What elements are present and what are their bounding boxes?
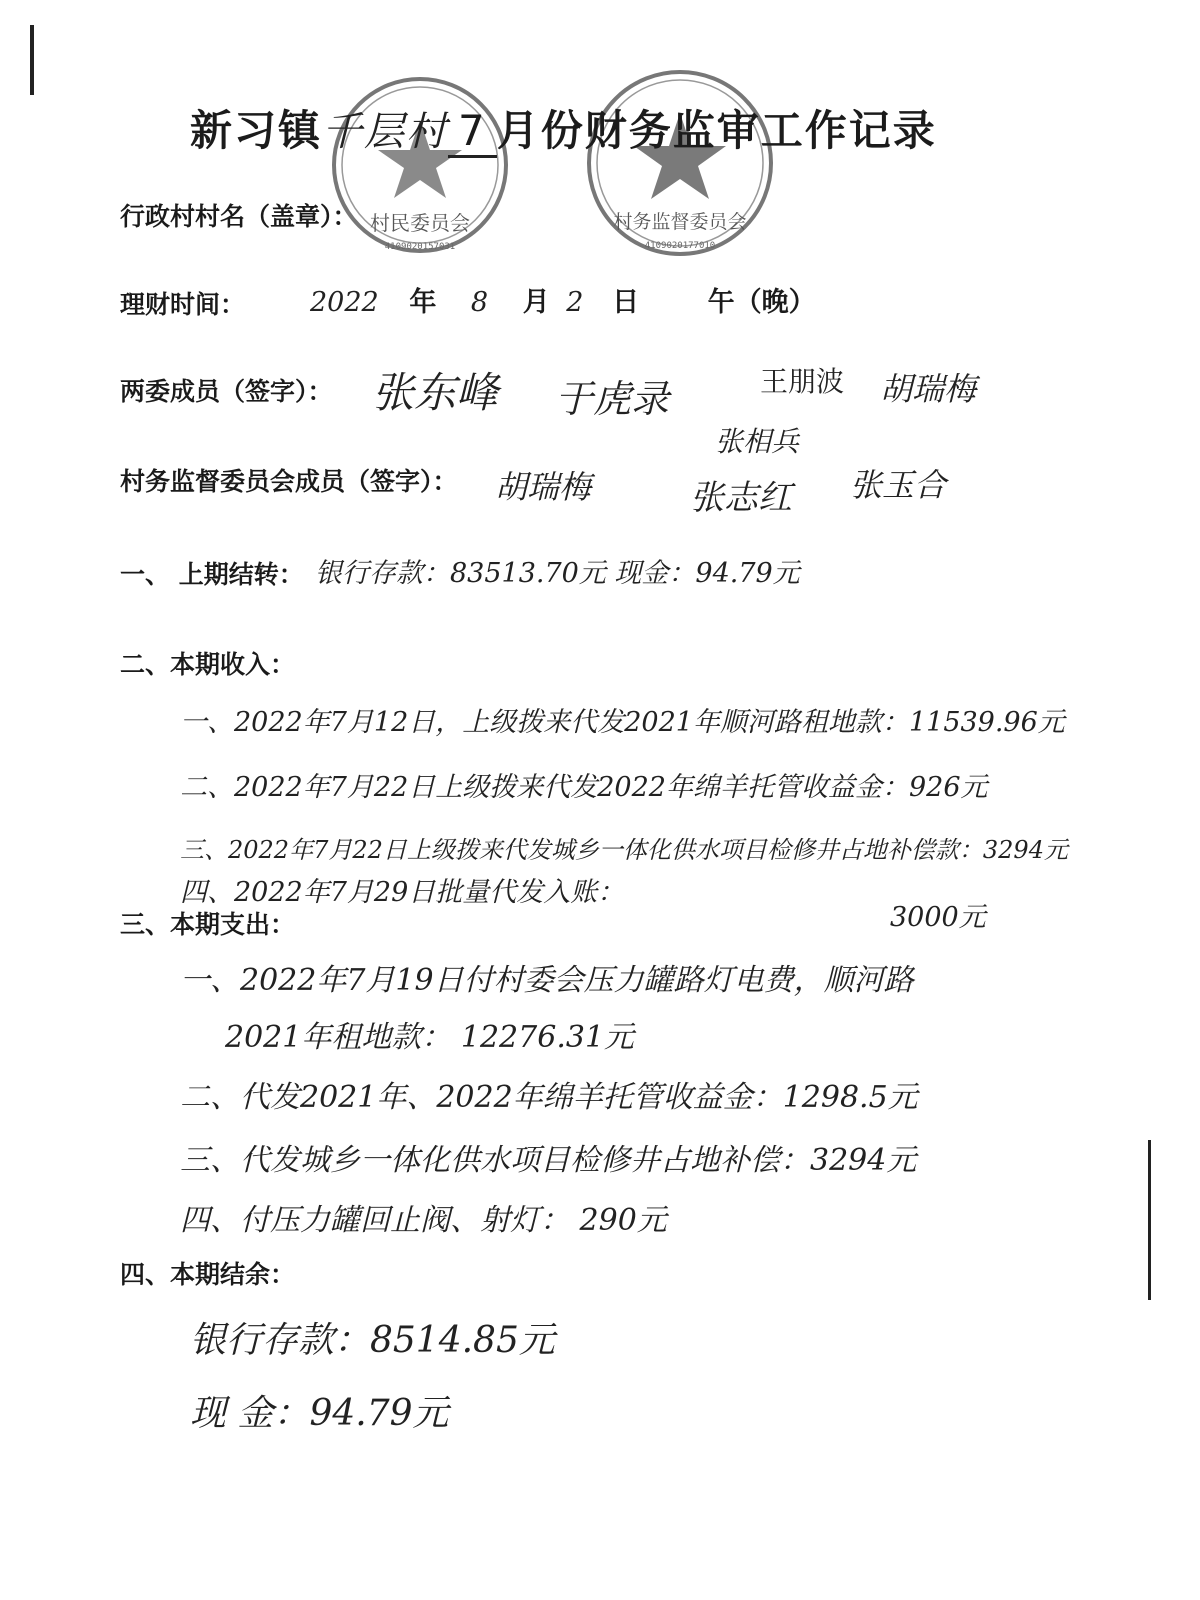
title-village-handwritten: 千层村 <box>322 109 449 155</box>
committee-label: 两委成员（签字）： <box>120 377 333 406</box>
income-item: 一、2022年7月12日，上级拨来代发2021年顺河路租地款：11539.96元 <box>180 707 1065 738</box>
committee-signature: 张相兵 <box>715 425 800 458</box>
expense-item: 二、代发2021年、2022年绵羊托管收益金：1298.5元 <box>180 1080 918 1115</box>
page-title <box>190 98 937 158</box>
supervision-signature: 张玉合 <box>850 466 947 504</box>
expense-item-continued: 2021年租地款： 12276.31元 <box>225 1020 635 1055</box>
section1-label: 一、 上期结转： <box>120 560 304 589</box>
expense-item: 三、代发城乡一体化供水项目检修井占地补偿：3294元 <box>180 1143 917 1178</box>
balance-bank: 银行存款：8514.85元 <box>190 1320 555 1361</box>
year-handwritten: 2022 <box>310 287 379 318</box>
title-month-handwritten: 7 <box>448 106 497 158</box>
scan-edge-line <box>30 25 34 95</box>
svg-text:村民委员会: 村民委员会 <box>370 211 470 235</box>
expense-item: 四、付压力罐回止阀、射灯： 290元 <box>180 1203 667 1238</box>
committee-signature: 张东峰 <box>372 368 499 417</box>
day-handwritten: 2 <box>566 287 584 318</box>
income-item: 四、2022年7月29日批量代发入账： <box>180 877 625 908</box>
scan-edge-line <box>1148 1140 1151 1300</box>
supervision-label: 村务监督委员会成员（签字）： <box>120 467 458 496</box>
month-handwritten: 8 <box>470 287 489 318</box>
month-unit: 月 <box>522 287 550 318</box>
section3-label: 三、本期支出： <box>120 910 296 939</box>
supervision-committee-seal <box>585 68 775 258</box>
village-name-label: 行政村村名（盖章）： <box>120 202 358 231</box>
supervision-signature: 张志红 <box>690 478 792 518</box>
section2-label: 二、本期收入： <box>120 650 296 679</box>
income-item: 三、2022年7月22日上级拨来代发城乡一体化供水项目检修井占地补偿款：3294元 <box>180 836 1068 864</box>
balance-cash: 现 金：94.79元 <box>190 1393 449 1434</box>
supervision-signature: 胡瑞梅 <box>495 468 592 506</box>
time-period: 午（晚） <box>707 287 816 318</box>
year-unit: 年 <box>409 287 437 318</box>
section1-carryover: 银行存款：83513.70元 现金：94.79元 <box>315 558 800 589</box>
income-item-amount: 3000元 <box>890 902 986 933</box>
title-suffix: 月份财务监审工作记录 <box>496 106 937 155</box>
day-unit: 日 <box>612 287 640 318</box>
svg-text:4109020177010: 4109020177010 <box>644 241 716 251</box>
committee-signature: 王朋波 <box>760 365 845 398</box>
time-value <box>310 280 816 319</box>
income-item: 二、2022年7月22日上级拨来代发2022年绵羊托管收益金：926元 <box>180 772 988 803</box>
svg-text:4109020157031: 4109020157031 <box>384 242 456 252</box>
committee-signature: 于虎录 <box>555 377 670 421</box>
expense-item: 一、2022年7月19日付村委会压力罐路灯电费，顺河路 <box>180 963 914 998</box>
title-prefix: 新习镇 <box>190 106 323 155</box>
time-label: 理财时间： <box>120 290 246 319</box>
svg-text:村务监督委员会: 村务监督委员会 <box>613 211 747 233</box>
section4-label: 四、本期结余： <box>120 1260 296 1289</box>
committee-signature: 胡瑞梅 <box>880 370 977 408</box>
